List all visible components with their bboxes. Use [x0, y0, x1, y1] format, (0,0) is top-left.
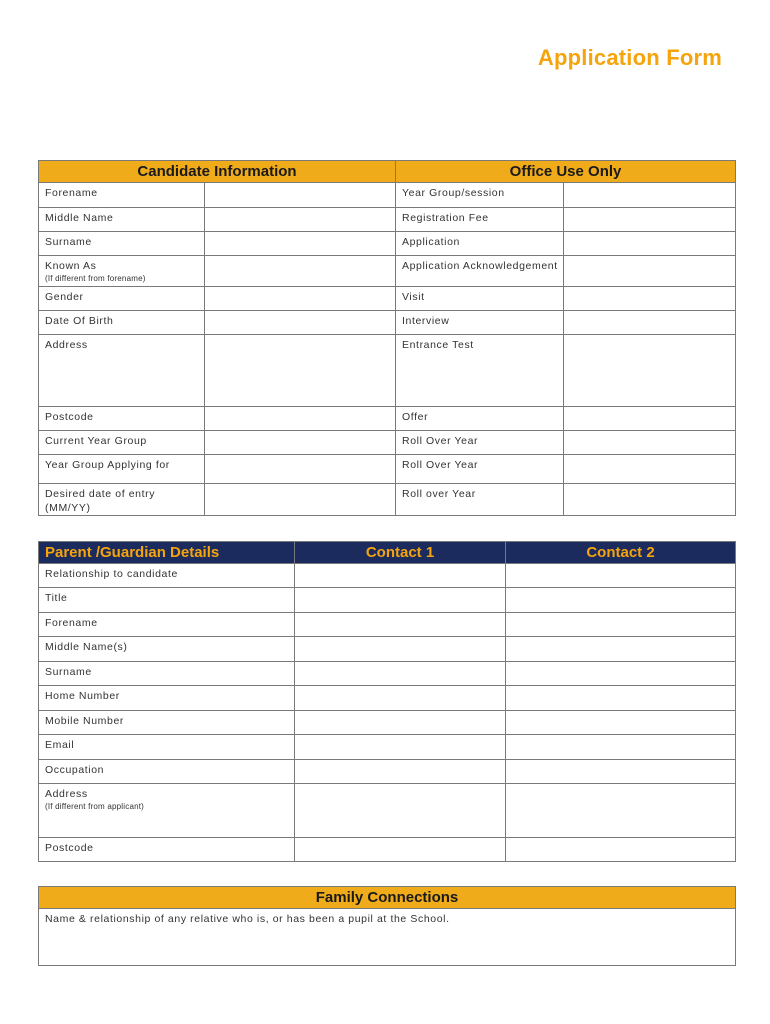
label-current-year-group: Current Year Group [39, 431, 205, 455]
candidate-information-header: Candidate Information [39, 161, 396, 183]
family-connections-table [38, 886, 736, 966]
input-contact2-home-number[interactable] [506, 686, 736, 711]
input-application-acknowledgement[interactable] [564, 256, 736, 287]
input-contact1-email[interactable] [295, 735, 506, 760]
label-home-number: Home Number [39, 686, 295, 711]
label-date-of-birth: Date Of Birth [39, 311, 205, 335]
label-application: Application [396, 232, 564, 256]
input-contact2-relationship[interactable] [506, 564, 736, 588]
input-contact1-forename[interactable] [295, 613, 506, 637]
label-postcode: Postcode [39, 407, 205, 431]
input-contact1-relationship[interactable] [295, 564, 506, 588]
input-known-as[interactable] [205, 256, 396, 287]
office-use-header: Office Use Only [396, 161, 736, 183]
label-year-group-applying-for: Year Group Applying for [39, 455, 205, 484]
input-surname[interactable] [205, 232, 396, 256]
label-mobile-number: Mobile Number [39, 711, 295, 735]
input-contact2-email[interactable] [506, 735, 736, 760]
input-address[interactable] [205, 335, 396, 407]
input-contact2-mobile-number[interactable] [506, 711, 736, 735]
label-application-acknowledgement: Application Acknowledgement [396, 256, 564, 287]
input-middle-name[interactable] [205, 208, 396, 232]
label-email: Email [39, 735, 295, 760]
label-guardian-postcode: Postcode [39, 838, 295, 862]
family-connections-prompt: Name & relationship of any relative who is, or has been a pupil at the School. [45, 913, 450, 925]
input-contact1-middle-names[interactable] [295, 637, 506, 662]
candidate-information-table [38, 160, 736, 516]
label-forename: Forename [39, 183, 205, 208]
input-contact1-mobile-number[interactable] [295, 711, 506, 735]
contact-1-header: Contact 1 [295, 542, 506, 564]
label-offer: Offer [396, 407, 564, 431]
input-contact1-title[interactable] [295, 588, 506, 613]
input-entrance-test[interactable] [564, 335, 736, 407]
input-contact1-address[interactable] [295, 784, 506, 838]
label-desired-date-of-entry: Desired date of entry (MM/YY) [39, 484, 205, 516]
label-registration-fee: Registration Fee [396, 208, 564, 232]
label-roll-over-year-3: Roll over Year [396, 484, 564, 516]
label-roll-over-year-2: Roll Over Year [396, 455, 564, 484]
guardian-details-table [38, 541, 736, 862]
label-middle-name: Middle Name [39, 208, 205, 232]
label-guardian-forename: Forename [39, 613, 295, 637]
input-visit[interactable] [564, 287, 736, 311]
input-contact2-occupation[interactable] [506, 760, 736, 784]
input-contact1-surname[interactable] [295, 662, 506, 686]
page-title: Application Form [537, 45, 722, 70]
contact-2-header: Contact 2 [506, 542, 736, 564]
label-guardian-address: Address (If different from applicant) [39, 784, 295, 838]
label-gender: Gender [39, 287, 205, 311]
input-interview[interactable] [564, 311, 736, 335]
guardian-details-header: Parent /Guardian Details [39, 542, 295, 564]
input-roll-over-year-2[interactable] [564, 455, 736, 484]
label-visit: Visit [396, 287, 564, 311]
input-contact2-address[interactable] [506, 784, 736, 838]
input-contact1-postcode[interactable] [295, 838, 506, 862]
input-roll-over-year-3[interactable] [564, 484, 736, 516]
label-address: Address [39, 335, 205, 407]
label-surname: Surname [39, 232, 205, 256]
input-desired-date-of-entry[interactable] [205, 484, 396, 516]
known-as-note: (If different from forename) [45, 274, 146, 283]
input-date-of-birth[interactable] [205, 311, 396, 335]
family-connections-header: Family Connections [39, 887, 736, 909]
input-contact2-postcode[interactable] [506, 838, 736, 862]
input-contact2-title[interactable] [506, 588, 736, 613]
label-interview: Interview [396, 311, 564, 335]
input-contact2-middle-names[interactable] [506, 637, 736, 662]
label-relationship: Relationship to candidate [39, 564, 295, 588]
input-year-group-applying-for[interactable] [205, 455, 396, 484]
label-entrance-test: Entrance Test [396, 335, 564, 407]
label-guardian-surname: Surname [39, 662, 295, 686]
input-contact1-home-number[interactable] [295, 686, 506, 711]
label-roll-over-year-1: Roll Over Year [396, 431, 564, 455]
input-family-connections[interactable] [39, 909, 736, 966]
input-offer[interactable] [564, 407, 736, 431]
input-gender[interactable] [205, 287, 396, 311]
input-contact2-forename[interactable] [506, 613, 736, 637]
input-year-group-session[interactable] [564, 183, 736, 208]
label-known-as: Known As (If different from forename) [39, 256, 205, 287]
input-roll-over-year-1[interactable] [564, 431, 736, 455]
label-occupation: Occupation [39, 760, 295, 784]
input-contact2-surname[interactable] [506, 662, 736, 686]
label-title: Title [39, 588, 295, 613]
input-registration-fee[interactable] [564, 208, 736, 232]
input-forename[interactable] [205, 183, 396, 208]
label-guardian-middle-names: Middle Name(s) [39, 637, 295, 662]
input-postcode[interactable] [205, 407, 396, 431]
input-current-year-group[interactable] [205, 431, 396, 455]
input-contact1-occupation[interactable] [295, 760, 506, 784]
label-year-group-session: Year Group/session [396, 183, 564, 208]
input-application[interactable] [564, 232, 736, 256]
guardian-address-note: (If different from applicant) [45, 802, 145, 811]
